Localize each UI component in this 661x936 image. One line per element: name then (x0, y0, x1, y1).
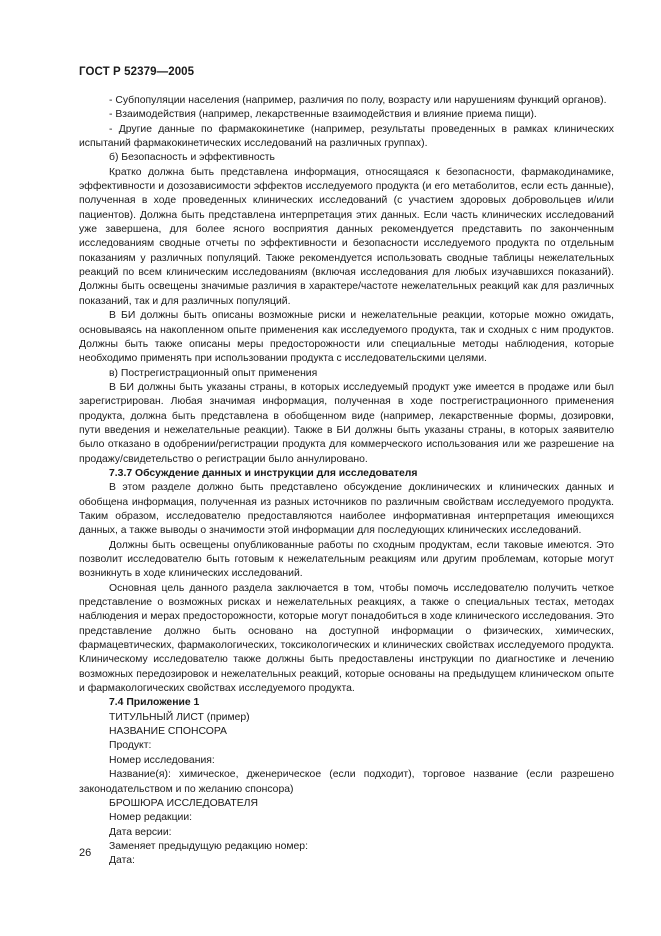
paragraph: В БИ должны быть указаны страны, в которых исследуемый продукт уже имеется в продаже или был зарегистрирован. Любая значимая информация, полученная в ходе пострегистрационного применения продукта, должна быть представлена в обобщенном виде (например, лекарственные формы, дозировки, пути введения и нежелательные реакции). Также в БИ должны быть указаны страны, в которых заявителю было отказано в одобрении/регистрации продукта для коммерческого использования или же разрешение на продажу/свидетельство о регистрации было аннулировано. (79, 381, 614, 465)
paragraph: НАЗВАНИЕ СПОНСОРА (109, 726, 227, 738)
paragraph: Продукт: (109, 740, 152, 752)
paragraph: - Субпопуляции населения (например, различия по полу, возрасту или нарушениям функций органов). (109, 95, 607, 106)
paragraph: Дата версии: (109, 826, 172, 838)
paragraph: Заменяет предыдущую редакцию номер: (109, 840, 308, 852)
paragraph: Кратко должна быть представлена информация, относящаяся к безопасности, фармакодинамике, эффективности и дозозависимости эффектов исследуемого продукта (и его метаболитов, если есть данные), полученная в ходе проведенных клинических исследований (с участием здоровых добровольцев и/или пациентов). Должна быть представлена интерпретация этих данных. Если часть клинических исследований уже завершена, для более ясного восприятия данных рекомендуется представить по законченным исследованиям сводные отчеты по эффективности и безопасности исследуемого продукта по отдельным показаниям у различных популяций. Также рекомендуется использовать сводные таблицы нежелательных реакций по всем клиническим исследованиям (включая исследования для любых изучавшихся показаний). Должны быть освещены значимые различия в характере/частоте нежелательных реакций как для различных показаний, так и для различных популяций. (79, 166, 614, 307)
page-number: 26 (79, 847, 92, 859)
paragraph: Основная цель данного раздела заключается в том, чтобы помочь исследователю получить четкое представление о возможных рисках и нежелательных реакциях, а также о специальных тестах, методах наблюдения и мерах предосторожности, которые могут понадобиться в ходе клинического исследования. Это представление должно быть основано на доступной информации о физических, химических, фармацевтических, фармакологических, токсикологических и клинических свойствах исследуемого продукта. Клиническому исследователю также должны быть предоставлены инструкции по диагностике и лечению возможных передозировок и нежелательных реакций, которые основаны на предыдущем клиническом опыте и фармакологических свойствах исследуемого продукта. (79, 582, 614, 695)
paragraph: В БИ должны быть описаны возможные риски и нежелательные реакции, которые можно ожидать, основываясь на накопленном опыте применения как исследуемого продукта, так и сходных с ним продуктов. Должны быть также описаны меры предосторожности или специальные методы наблюдения, которые необходимо применять при использовании продукта с исследовательскими целями. (79, 310, 614, 365)
paragraph: в) Пострегистрационный опыт применения (109, 367, 318, 379)
paragraph: Дата: (109, 855, 135, 867)
document-header: ГОСТ Р 52379—2005 (79, 66, 195, 78)
paragraph: Должны быть освещены опубликованные работы по сходным продуктам, если таковые имеются. Это позволит исследователю быть готовым к нежелательным реакциям или другим проблемам, которые могут возникнуть в ходе клинических исследований. (79, 539, 614, 580)
section-heading: 7.4 Приложение 1 (109, 697, 200, 709)
paragraph: Номер исследования: (109, 754, 215, 766)
paragraph: Номер редакции: (109, 812, 193, 824)
paragraph: ТИТУЛЬНЫЙ ЛИСТ (пример) (109, 711, 250, 723)
paragraph: В этом разделе должно быть представлено обсуждение доклинических и клинических данных и обобщена информация, полученная из разных источников по различным свойствам исследуемого продукта. Таким образом, исследователю предоставляются наиболее информативная интерпретация имеющихся данных, а также выводы о значимости этой информации для последующих клинических исследований. (79, 482, 614, 537)
paragraph: - Другие данные по фармакокинетике (например, результаты проведенных в рамках клинических испытаний фармакокинетических исследований на различных группах). (79, 123, 614, 150)
paragraph: Название(я): химическое, дженерическое (если подходит), торговое название (если разрешено законодательством и по желанию спонсора) (79, 769, 614, 795)
document-body (79, 94, 614, 869)
section-heading: 7.3.7 Обсуждение данных и инструкции для исследователя (109, 467, 418, 479)
paragraph: БРОШЮРА ИССЛЕДОВАТЕЛЯ (109, 797, 258, 809)
paragraph: - Взаимодействия (например, лекарственные взаимодействия и влияние приема пищи). (109, 109, 537, 121)
paragraph: б) Безопасность и эффективность (109, 152, 275, 164)
